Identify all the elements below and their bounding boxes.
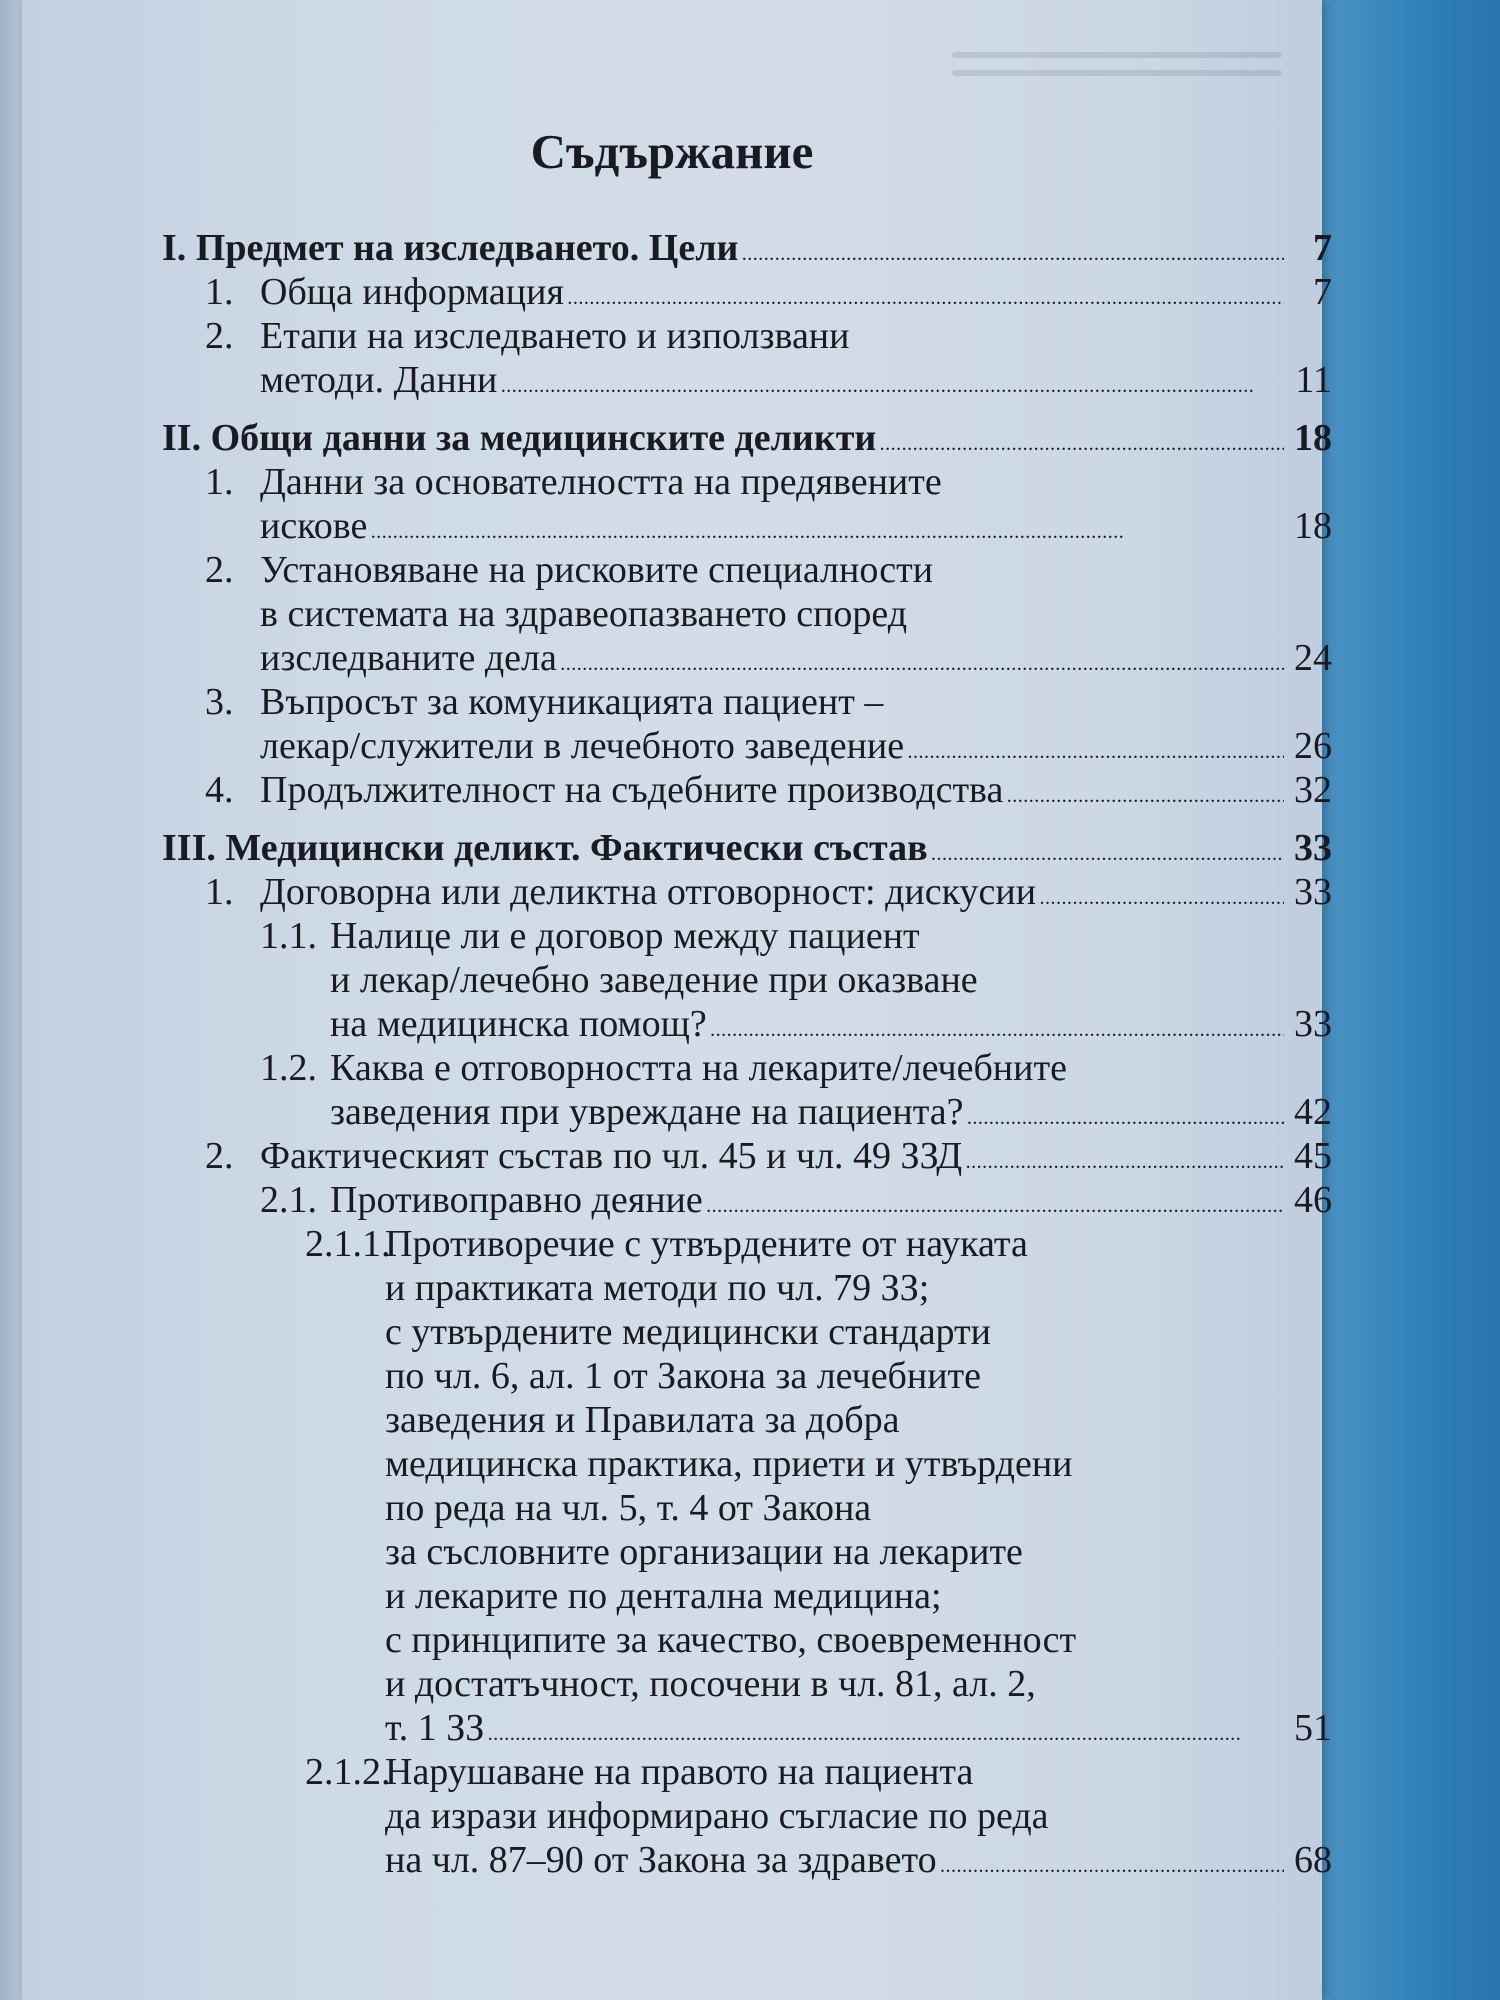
toc-line: [260, 270, 1332, 314]
toc-line: [260, 314, 1332, 358]
toc-entry-title: в системата на здравеопазването според: [260, 593, 908, 635]
toc-entry-title: и практиката методи по чл. 79 ЗЗ;: [385, 1267, 930, 1309]
toc-line: [162, 416, 1332, 460]
table-of-contents: [22, 212, 1332, 1882]
toc-entry-title: и достатъчност, посочени в чл. 81, ал. 2,: [385, 1663, 1036, 1705]
bleed-through-text: [952, 40, 1282, 100]
toc-entry-title: на чл. 87–90 от Закона за здравето: [385, 1839, 937, 1881]
toc-line: [260, 548, 1332, 592]
toc-line: [260, 768, 1332, 812]
toc-entry: [22, 870, 1332, 914]
toc-entry: [22, 914, 1332, 1046]
toc-entry: [22, 1178, 1332, 1222]
toc-entry-title: Обща информация: [260, 271, 564, 313]
toc-page-number: 7: [1313, 227, 1332, 269]
toc-page-number: 42: [1294, 1091, 1332, 1133]
toc-entry-number: 2.1.2.: [305, 1751, 391, 1793]
toc-entry: [22, 1134, 1332, 1178]
toc-line: [385, 1398, 1332, 1442]
toc-entry-title: и лекарите по дентална медицина;: [385, 1575, 942, 1617]
toc-line: [330, 1002, 1332, 1046]
toc-page-number: 33: [1294, 1003, 1332, 1045]
toc-entry-title: т. 1 ЗЗ: [385, 1707, 485, 1749]
toc-entry-title: изследваните дела: [260, 637, 557, 679]
toc-entry-title: с принципите за качество, своевременност: [385, 1619, 1077, 1661]
toc-entry-title: Противоречие с утвърдените от науката: [385, 1223, 1028, 1265]
toc-entry: [22, 826, 1332, 870]
toc-line: [385, 1310, 1332, 1354]
toc-line: [260, 724, 1332, 768]
toc-entry-title: лекар/служители в лечебното заведение: [260, 725, 905, 767]
toc-entry-title: Фактическият състав по чл. 45 и чл. 49 ЗЗД: [260, 1135, 963, 1177]
toc-line: [385, 1750, 1332, 1794]
toc-line: [260, 358, 1332, 402]
toc-line: [385, 1618, 1332, 1662]
toc-page-number: 46: [1294, 1179, 1332, 1221]
toc-entry-title: заведения при увреждане на пациента?: [330, 1091, 964, 1133]
toc-page-number: 18: [1294, 417, 1332, 459]
toc-entry-title: искове: [260, 505, 368, 547]
toc-line: [385, 1838, 1332, 1882]
toc-entry-number: 2.1.1.: [305, 1223, 391, 1265]
toc-entry-title: Каква е отговорността на лекарите/лечебните: [330, 1047, 1067, 1089]
toc-line: [385, 1662, 1332, 1706]
toc-entry-title: Противоправно деяние: [330, 1179, 703, 1221]
toc-entry-title: с утвърдените медицински стандарти: [385, 1311, 991, 1353]
toc-line: [330, 1090, 1332, 1134]
toc-entry-title: Нарушаване на правото на пациента: [385, 1751, 974, 1793]
toc-line: [385, 1706, 1332, 1750]
toc-entry-number: 2.1.: [260, 1179, 317, 1221]
toc-entry-title: методи. Данни: [260, 359, 498, 401]
toc-entry-number: 1.: [205, 461, 234, 503]
toc-entry-number: 1.: [205, 271, 234, 313]
toc-page-number: 24: [1294, 637, 1332, 679]
toc-entry: [22, 270, 1332, 314]
toc-entry: [22, 680, 1332, 768]
leader-dots: [941, 1838, 1284, 1890]
toc-entry-title: по чл. 6, ал. 1 от Закона за лечебните: [385, 1355, 982, 1397]
toc-page-number: 33: [1294, 871, 1332, 913]
toc-line: [260, 504, 1332, 548]
toc-entry-number: 2.: [205, 315, 234, 357]
toc-entry-title: Въпросът за комуникацията пациент –: [260, 681, 884, 723]
toc-entry-title: Налице ли е договор между пациент: [330, 915, 920, 957]
toc-line: [162, 826, 1332, 870]
toc-entry: [22, 226, 1332, 270]
toc-page-number: 68: [1294, 1839, 1332, 1881]
toc-entry-title: Договорна или деликтна отговорност: дискусии: [260, 871, 1037, 913]
toc-line: [385, 1574, 1332, 1618]
toc-entry-number: 2.: [205, 549, 234, 591]
toc-entry-title: за съсловните организации на лекарите: [385, 1531, 1023, 1573]
toc-entry-number: 1.: [205, 871, 234, 913]
leader-dots: [501, 358, 1284, 410]
toc-entry-title: Продължителност на съдебните производства: [260, 769, 1004, 811]
toc-entry-number: 3.: [205, 681, 234, 723]
toc-entry: [22, 548, 1332, 680]
toc-line: [385, 1222, 1332, 1266]
toc-entry-number: 2.: [205, 1135, 234, 1177]
toc-entry: [22, 1046, 1332, 1134]
toc-line: [330, 958, 1332, 1002]
toc-entry-title: Данни за основателността на предявените: [260, 461, 942, 503]
toc-line: [260, 460, 1332, 504]
book-page: [22, 0, 1332, 2000]
toc-entry-title: I. Предмет на изследването. Цели: [162, 227, 739, 269]
toc-line: [385, 1530, 1332, 1574]
toc-line: [260, 1134, 1332, 1178]
toc-page-number: 26: [1294, 725, 1332, 767]
toc-page-number: 18: [1294, 505, 1332, 547]
toc-page-number: 7: [1313, 271, 1332, 313]
toc-entry-title: медицинска практика, приети и утвърдени: [385, 1443, 1073, 1485]
toc-line: [385, 1442, 1332, 1486]
toc-entry: [22, 768, 1332, 812]
toc-entry-title: II. Общи данни за медицинските деликти: [162, 417, 877, 459]
toc-entry: [22, 1222, 1332, 1750]
toc-entry-title: и лекар/лечебно заведение при оказване: [330, 959, 978, 1001]
leader-dots: [1007, 768, 1284, 820]
toc-entry-title: заведения и Правилата за добра: [385, 1399, 900, 1441]
book-cover-edge: [1318, 0, 1500, 2000]
toc-entry: [22, 460, 1332, 548]
toc-line: [260, 592, 1332, 636]
toc-line: [385, 1354, 1332, 1398]
toc-entry: [22, 416, 1332, 460]
toc-entry-title: Етапи на изследването и използвани: [260, 315, 850, 357]
toc-page-number: 45: [1294, 1135, 1332, 1177]
toc-entry-title: на медицинска помощ?: [330, 1003, 707, 1045]
toc-line: [385, 1266, 1332, 1310]
toc-line: [330, 1046, 1332, 1090]
toc-entry-number: 4.: [205, 769, 234, 811]
toc-line: [260, 636, 1332, 680]
toc-page-number: 32: [1294, 769, 1332, 811]
toc-line: [385, 1794, 1332, 1838]
toc-entry-number: 1.2.: [260, 1047, 317, 1089]
toc-entry-title: Установяване на рисковите специалности: [260, 549, 934, 591]
toc-entry-number: 1.1.: [260, 915, 317, 957]
toc-line: [330, 914, 1332, 958]
toc-page-number: 51: [1294, 1707, 1332, 1749]
toc-entry-title: да изрази информирано съгласие по реда: [385, 1795, 1049, 1837]
toc-page-number: 33: [1294, 827, 1332, 869]
toc-entry: [22, 1750, 1332, 1882]
toc-page-number: 11: [1295, 359, 1332, 401]
toc-line: [260, 680, 1332, 724]
toc-line: [385, 1486, 1332, 1530]
page-title: Съдържание: [530, 124, 814, 179]
toc-entry-title: III. Медицински деликт. Фактически състав: [162, 827, 928, 869]
toc-entry-title: по реда на чл. 5, т. 4 от Закона: [385, 1487, 872, 1529]
toc-line: [260, 870, 1332, 914]
toc-entry: [22, 314, 1332, 402]
toc-line: [330, 1178, 1332, 1222]
toc-line: [162, 226, 1332, 270]
